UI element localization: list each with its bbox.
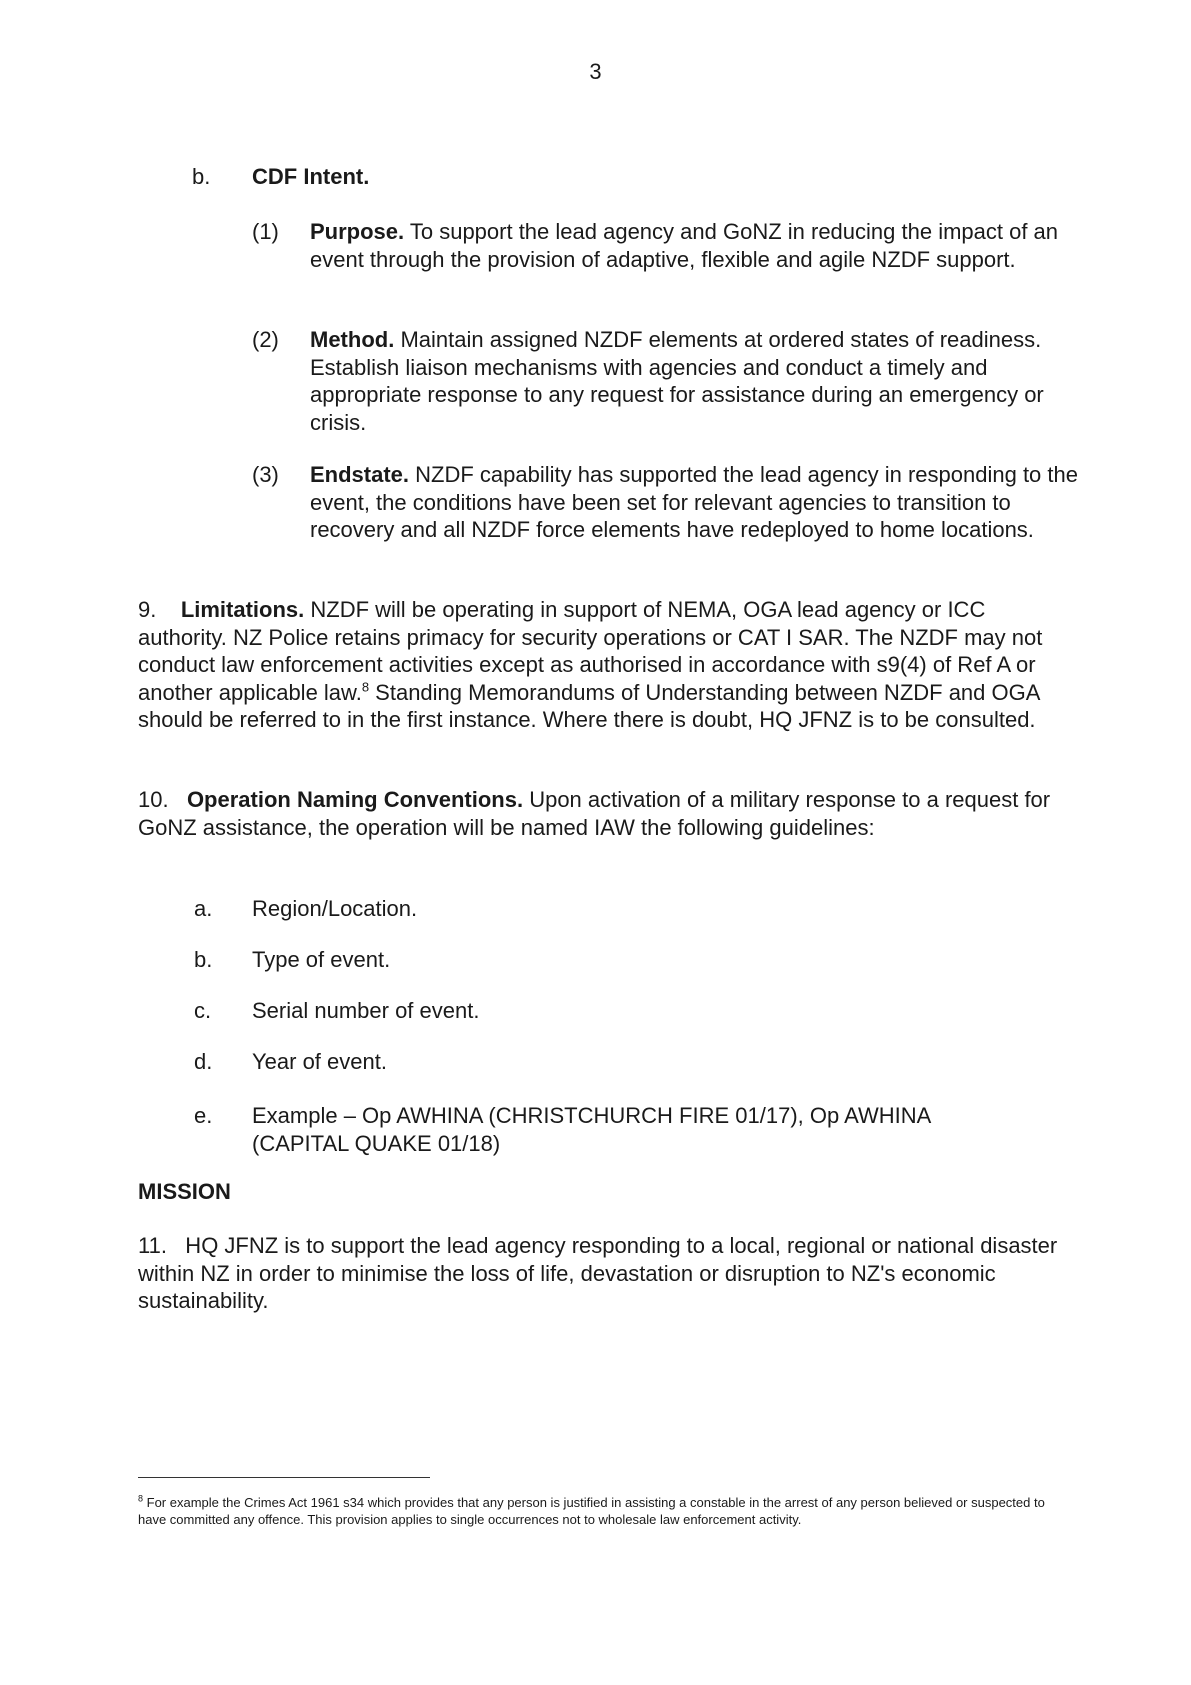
- item-number: (2): [252, 327, 279, 352]
- paragraph-text: Upon activation of a military response to a request for GoNZ assistance, the operation will be named IAW the following guidelines:: [138, 787, 1051, 840]
- footnote-reference[interactable]: 8: [361, 679, 370, 695]
- footnote-marker: 8: [138, 1493, 144, 1504]
- paragraph-number: 10.: [138, 787, 169, 812]
- list-label: c.: [194, 998, 212, 1023]
- section-heading: CDF Intent.: [252, 164, 370, 189]
- mission-heading: MISSION: [138, 1179, 231, 1204]
- page-number: 3: [589, 59, 602, 84]
- paragraph-text: HQ JFNZ is to support the lead agency responding to a local, regional or national disaster within NZ in order to minimise the loss of life, devastation or disruption to NZ's economic sustainability.: [138, 1233, 1058, 1313]
- list-item: Serial number of event.: [252, 998, 480, 1023]
- mission-paragraph: [138, 1232, 1068, 1315]
- item-title: Purpose.: [310, 219, 405, 244]
- paragraph-number: 11.: [138, 1233, 167, 1258]
- list-item: Type of event.: [252, 947, 391, 972]
- paragraph-title: Limitations.: [180, 597, 305, 622]
- naming-conventions-paragraph: [138, 786, 1068, 841]
- footnote: [138, 1494, 1058, 1528]
- footnote-text: For example the Crimes Act 1961 s34 which provides that any person is justified in assisting a constable in the arrest of any person believed or suspected to have committed any offence. This provision applies to single occurrences not to wholesale law enforcement activity.: [138, 1495, 1045, 1527]
- purpose-paragraph: [310, 218, 1080, 273]
- section-label: b.: [192, 164, 211, 189]
- method-paragraph: [310, 326, 1080, 436]
- paragraph-text: Standing Memorandums of Understanding between NZDF and OGA should be referred to in the first instance. Where there is doubt, HQ JFNZ is to be consulted.: [138, 679, 1040, 732]
- paragraph-number: 9.: [138, 597, 157, 622]
- list-label: e.: [194, 1103, 213, 1128]
- paragraph-title: Operation Naming Conventions.: [186, 787, 524, 812]
- item-number: (1): [252, 219, 279, 244]
- limitations-paragraph: [138, 596, 1068, 734]
- endstate-paragraph: [310, 461, 1080, 544]
- item-title: Method.: [310, 327, 395, 352]
- item-text: Maintain assigned NZDF elements at ordered states of readiness. Establish liaison mechanisms with agencies and conduct a timely and appropriate response to any request for assistance during an emergency or crisis.: [310, 327, 1044, 435]
- item-text: To support the lead agency and GoNZ in reducing the impact of an event through the provision of adaptive, flexible and agile NZDF support.: [310, 219, 1059, 272]
- footnote-divider: [138, 1477, 430, 1478]
- paragraph-text: NZDF will be operating in support of NEMA, OGA lead agency or ICC authority. NZ Police retains primacy for security operations or CAT I SAR. The NZDF may not conduct law enforcement activities except as authorised in accordance with s9(4) of Ref A or another applicable law.: [138, 597, 1043, 705]
- item-title: Endstate.: [310, 462, 410, 487]
- list-item: Region/Location.: [252, 896, 418, 921]
- list-label: a.: [194, 896, 213, 921]
- list-item: Example – Op AWHINA (CHRISTCHURCH FIRE 01/17), Op AWHINA (CAPITAL QUAKE 01/18): [252, 1103, 931, 1156]
- list-label: d.: [194, 1049, 213, 1074]
- item-number: (3): [252, 462, 279, 487]
- item-text: NZDF capability has supported the lead agency in responding to the event, the conditions have been set for relevant agencies to transition to recovery and all NZDF force elements have redeployed to home locations.: [310, 462, 1078, 542]
- list-item: Year of event.: [252, 1049, 387, 1074]
- list-label: b.: [194, 947, 213, 972]
